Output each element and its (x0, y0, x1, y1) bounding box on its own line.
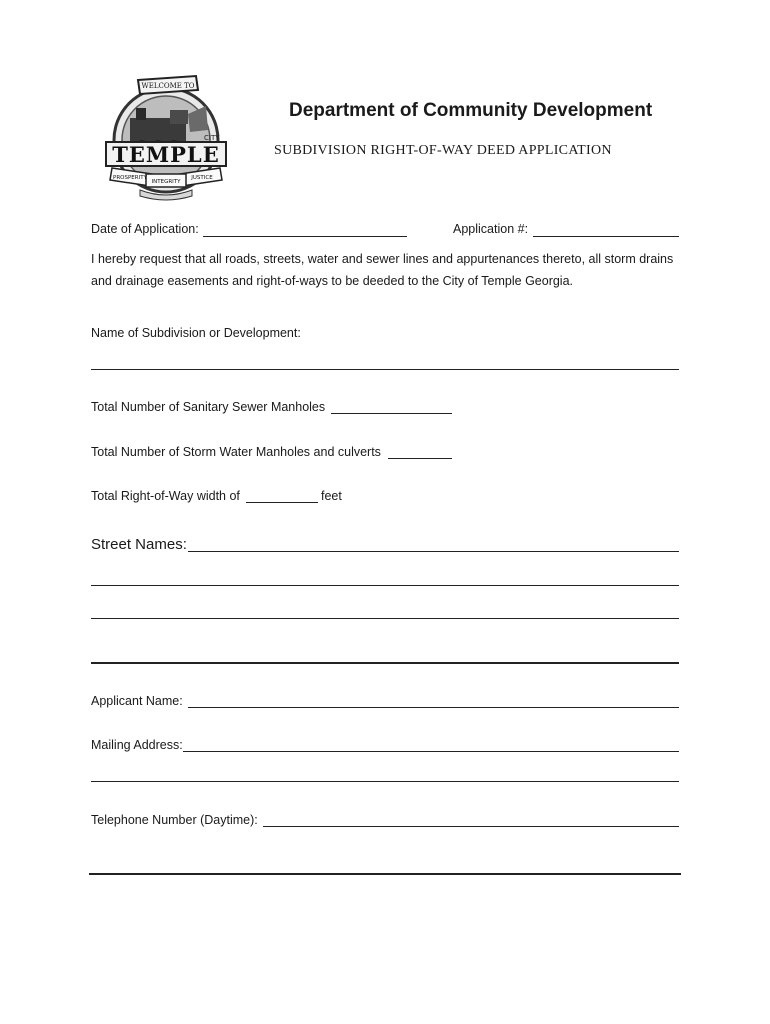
storm-manholes-field[interactable] (388, 458, 452, 459)
street-names-label: Street Names: (91, 536, 187, 553)
row-width-unit: feet (321, 489, 342, 503)
page-title: Department of Community Development (289, 100, 653, 121)
mailing-address-field-2[interactable] (91, 781, 679, 782)
storm-manholes-label: Total Number of Storm Water Manholes and culverts (91, 445, 381, 459)
street-names-line-2[interactable] (91, 585, 679, 586)
street-names-line-4[interactable] (91, 662, 679, 664)
logo-left-ribbon: PROSPERITY (113, 175, 147, 181)
telephone-field[interactable] (263, 826, 679, 827)
applicant-name-field[interactable] (188, 707, 679, 708)
application-number-label: Application #: (453, 222, 529, 236)
applicant-name-label: Applicant Name: (91, 694, 183, 708)
sanitary-manholes-label: Total Number of Sanitary Sewer Manholes (91, 400, 326, 414)
date-of-application-field[interactable] (203, 236, 407, 237)
date-of-application-label: Date of Application: (91, 222, 199, 236)
application-number-field[interactable] (533, 236, 679, 237)
street-names-line-3[interactable] (91, 618, 679, 619)
request-statement: I hereby request that all roads, streets, water and sewer lines and appurtenances thereto, all storm drains and drainage easements and right-of-ways to be deeded to the City of Temple Georgia. (91, 252, 674, 288)
sanitary-manholes-field[interactable] (331, 413, 452, 414)
logo-city-word: TEMPLE (112, 142, 220, 167)
row-width-label: Total Right-of-Way width of (91, 489, 240, 503)
mailing-address-field-1[interactable] (183, 751, 679, 752)
city-logo (100, 70, 232, 205)
logo-right-ribbon: JUSTICE (191, 175, 213, 181)
row-width-field[interactable] (246, 502, 318, 503)
logo-small-word: CITY (204, 134, 220, 142)
bottom-divider (89, 873, 681, 875)
mailing-address-label: Mailing Address: (91, 738, 183, 752)
logo-center-ribbon: INTEGRITY (151, 179, 181, 185)
form-subtitle: SUBDIVISION RIGHT-OF-WAY DEED APPLICATION (274, 143, 612, 158)
subdivision-name-label: Name of Subdivision or Development: (91, 326, 301, 340)
telephone-label: Telephone Number (Daytime): (91, 813, 258, 827)
subdivision-name-field[interactable] (91, 369, 679, 370)
logo-banner-text: WELCOME TO (141, 82, 195, 90)
street-names-line-1[interactable] (188, 551, 679, 552)
